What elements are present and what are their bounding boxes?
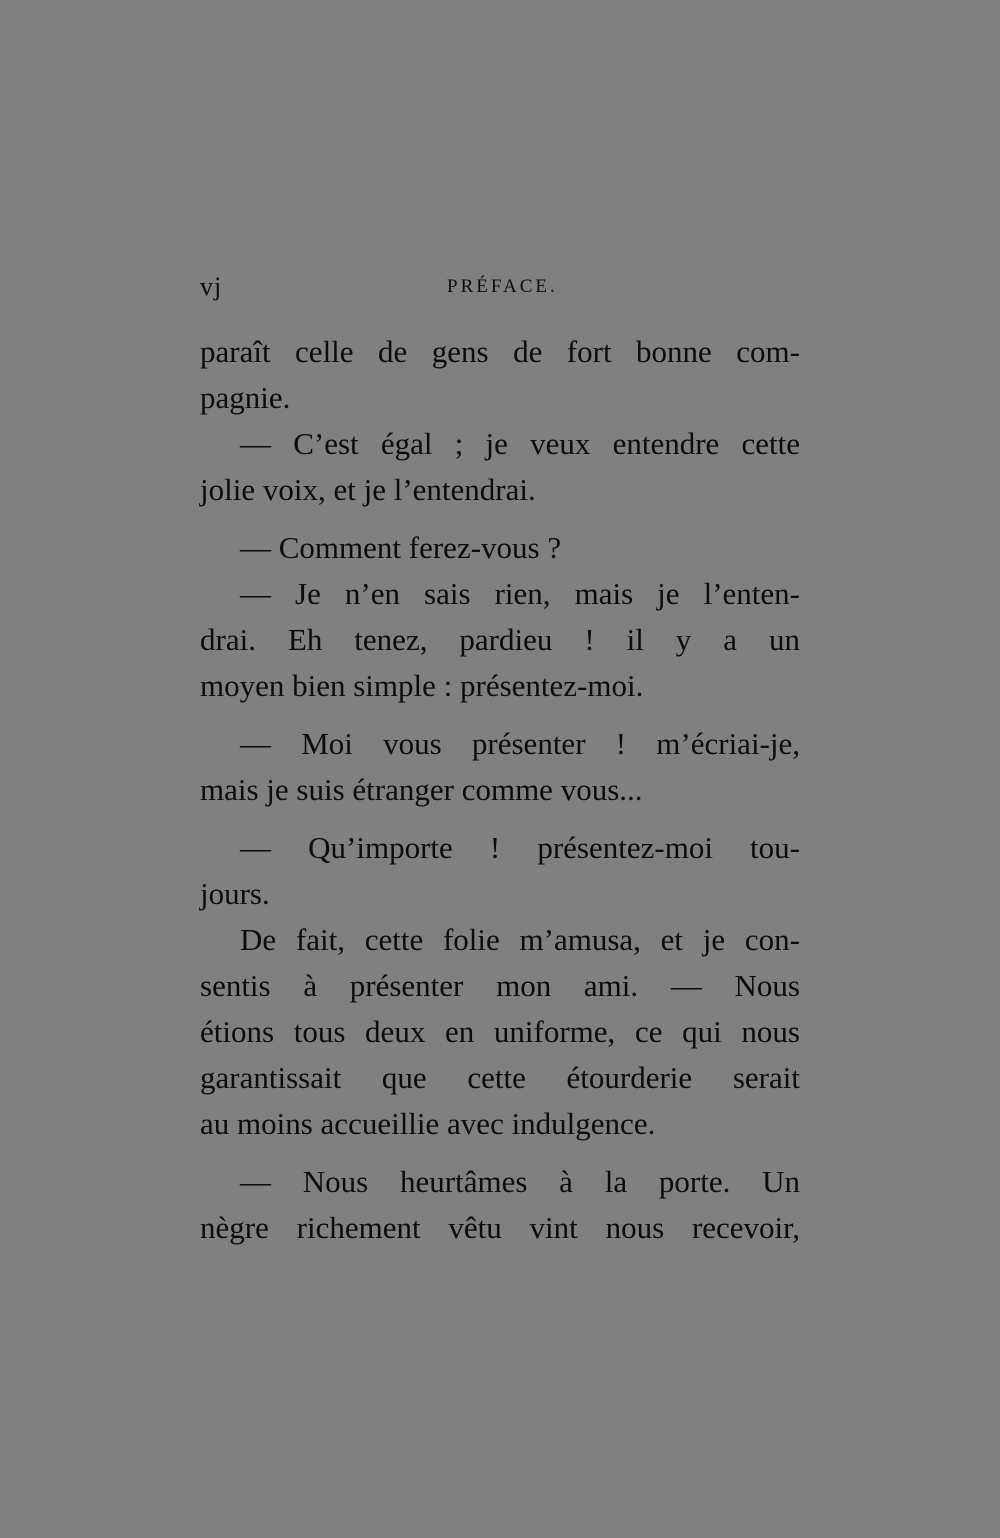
text-line: — Je n’en sais rien, mais je l’enten- xyxy=(240,576,800,611)
body-text xyxy=(200,329,800,1251)
text-line: pagnie. xyxy=(200,380,291,415)
running-title: PRÉFACE. xyxy=(447,276,558,297)
text-line: jours. xyxy=(200,876,270,911)
text-line: — C’est égal ; je veux entendre cette xyxy=(240,426,800,461)
text-line: — Qu’importe ! présentez-moi tou- xyxy=(240,830,800,865)
text-line: — Moi vous présenter ! m’écriai-je, xyxy=(240,726,800,761)
text-line: étions tous deux en uniforme, ce qui nous xyxy=(200,1014,800,1049)
text-line: De fait, cette folie m’amusa, et je con- xyxy=(240,922,800,957)
text-line: — Comment ferez-vous ? xyxy=(240,530,562,565)
text-line: jolie voix, et je l’entendrai. xyxy=(200,472,536,507)
text-line: — Nous heurtâmes à la porte. Un xyxy=(240,1164,800,1199)
text-line: nègre richement vêtu vint nous recevoir, xyxy=(200,1210,800,1245)
text-line: drai. Eh tenez, pardieu ! il y a un xyxy=(200,622,800,657)
running-head xyxy=(200,272,800,306)
text-line: paraît celle de gens de fort bonne com- xyxy=(200,334,800,369)
text-line: mais je suis étranger comme vous... xyxy=(200,772,643,807)
text-line: sentis à présenter mon ami. — Nous xyxy=(200,968,800,1003)
page-number: vj xyxy=(200,272,223,301)
text-line: garantissait que cette étourderie serait xyxy=(200,1060,800,1095)
text-line: moyen bien simple : présentez-moi. xyxy=(200,668,644,703)
text-line: au moins accueillie avec indulgence. xyxy=(200,1106,656,1141)
